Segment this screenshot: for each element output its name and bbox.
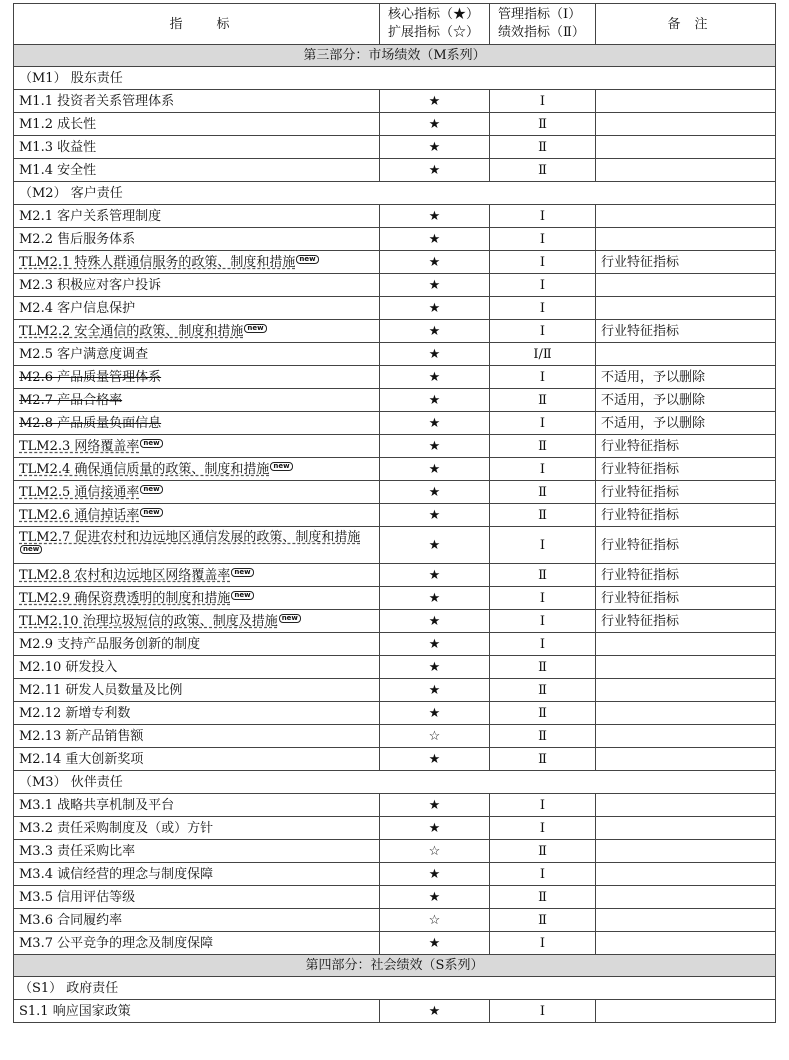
table-row (14, 794, 776, 817)
management-indicator-mark: Ⅱ (490, 656, 596, 679)
core-indicator-mark: ☆ (380, 909, 490, 932)
management-indicator-mark: Ⅱ (490, 725, 596, 748)
indicator-name: TLM2.4 确保通信质量的政策、制度和措施 (19, 461, 270, 477)
note-cell (596, 886, 776, 909)
header-extended-label: 扩展指标（☆） (388, 25, 480, 40)
note-cell (596, 136, 776, 159)
management-indicator-mark: Ⅰ (490, 320, 596, 343)
indicator-name: M2.13 新产品销售额 (19, 728, 144, 744)
group-title: （M2） 客户责任 (14, 182, 776, 205)
indicator-name-cell (14, 366, 380, 389)
indicator-name-cell (14, 656, 380, 679)
core-indicator-mark: ★ (380, 610, 490, 633)
indicator-name: TLM2.8 农村和边远地区网络覆盖率 (19, 567, 231, 583)
indicator-name: M3.6 合同履约率 (19, 912, 123, 928)
indicator-name-cell (14, 840, 380, 863)
indicator-name: M2.2 售后服务体系 (19, 231, 136, 247)
table-row (14, 909, 776, 932)
management-indicator-mark: Ⅰ (490, 297, 596, 320)
core-indicator-mark: ★ (380, 504, 490, 527)
management-indicator-mark: Ⅱ (490, 389, 596, 412)
note-cell (596, 909, 776, 932)
indicator-name-cell (14, 90, 380, 113)
table-row (14, 412, 776, 435)
header-row (14, 4, 776, 45)
table-row (14, 435, 776, 458)
table-row (14, 587, 776, 610)
indicator-name: TLM2.1 特殊人群通信服务的政策、制度和措施 (19, 254, 296, 270)
management-indicator-mark: Ⅱ (490, 481, 596, 504)
table-row (14, 748, 776, 771)
core-indicator-mark: ★ (380, 587, 490, 610)
core-indicator-mark: ★ (380, 458, 490, 481)
table-row (14, 863, 776, 886)
note-cell: 不适用，予以删除 (596, 366, 776, 389)
header-indicator: 指标 (14, 4, 380, 45)
new-badge: new (140, 508, 162, 517)
indicator-name: M2.8 产品质量负面信息 (19, 415, 162, 431)
indicator-name-cell (14, 909, 380, 932)
indicator-name-cell (14, 863, 380, 886)
core-indicator-mark: ★ (380, 228, 490, 251)
note-cell (596, 679, 776, 702)
indicator-name: TLM2.5 通信接通率 (19, 484, 140, 500)
indicator-name-cell (14, 725, 380, 748)
core-indicator-mark: ★ (380, 297, 490, 320)
core-indicator-mark: ★ (380, 932, 490, 955)
indicator-name-cell (14, 159, 380, 182)
indicator-name: M2.3 积极应对客户投诉 (19, 277, 162, 293)
core-indicator-mark: ★ (380, 794, 490, 817)
indicator-name-cell (14, 794, 380, 817)
indicator-name: M2.12 新增专利数 (19, 705, 131, 721)
indicator-name-cell (14, 587, 380, 610)
management-indicator-mark: Ⅱ (490, 504, 596, 527)
management-indicator-mark: Ⅰ (490, 228, 596, 251)
indicator-name-cell (14, 205, 380, 228)
header-core-extended (380, 4, 490, 45)
table-row (14, 136, 776, 159)
indicator-name: M1.3 收益性 (19, 139, 97, 155)
section-header-row (14, 45, 776, 67)
indicator-name: M2.7 产品合格率 (19, 392, 123, 408)
new-badge: new (20, 545, 42, 554)
table-row (14, 527, 776, 564)
management-indicator-mark: Ⅱ (490, 136, 596, 159)
indicator-name-cell (14, 527, 380, 564)
header-performance-label: 绩效指标（Ⅱ） (498, 25, 585, 40)
core-indicator-mark: ★ (380, 817, 490, 840)
core-indicator-mark: ★ (380, 702, 490, 725)
indicator-name-cell (14, 633, 380, 656)
header-note: 备注 (596, 4, 776, 45)
indicator-name: M2.5 客户满意度调查 (19, 346, 149, 362)
group-header-row (14, 771, 776, 794)
core-indicator-mark: ★ (380, 863, 490, 886)
group-title: （M1） 股东责任 (14, 67, 776, 90)
management-indicator-mark: Ⅱ (490, 113, 596, 136)
management-indicator-mark: Ⅰ/Ⅱ (490, 343, 596, 366)
management-indicator-mark: Ⅰ (490, 90, 596, 113)
management-indicator-mark: Ⅰ (490, 633, 596, 656)
indicator-name-cell (14, 389, 380, 412)
table-row (14, 702, 776, 725)
indicator-name-cell (14, 886, 380, 909)
core-indicator-mark: ★ (380, 481, 490, 504)
table-row (14, 656, 776, 679)
note-cell: 行业特征指标 (596, 320, 776, 343)
group-title: （S1） 政府责任 (14, 977, 776, 1000)
management-indicator-mark: Ⅱ (490, 679, 596, 702)
new-badge: new (270, 462, 292, 471)
table-row (14, 504, 776, 527)
indicator-name-cell (14, 817, 380, 840)
management-indicator-mark: Ⅰ (490, 366, 596, 389)
core-indicator-mark: ★ (380, 159, 490, 182)
core-indicator-mark: ★ (380, 205, 490, 228)
note-cell: 行业特征指标 (596, 458, 776, 481)
group-header-row (14, 182, 776, 205)
core-indicator-mark: ★ (380, 679, 490, 702)
indicator-table (13, 3, 776, 1023)
section-title: 第三部分：市场绩效（M系列） (14, 45, 776, 67)
indicator-name-cell (14, 679, 380, 702)
indicator-name: M3.5 信用评估等级 (19, 889, 136, 905)
core-indicator-mark: ★ (380, 113, 490, 136)
note-cell: 行业特征指标 (596, 564, 776, 587)
indicator-name: M1.2 成长性 (19, 116, 97, 132)
indicator-name-cell (14, 481, 380, 504)
note-cell: 不适用，予以删除 (596, 389, 776, 412)
indicator-name-cell (14, 251, 380, 274)
core-indicator-mark: ★ (380, 748, 490, 771)
indicator-name-cell (14, 320, 380, 343)
note-cell (596, 840, 776, 863)
management-indicator-mark: Ⅰ (490, 587, 596, 610)
management-indicator-mark: Ⅰ (490, 610, 596, 633)
management-indicator-mark: Ⅰ (490, 251, 596, 274)
management-indicator-mark: Ⅰ (490, 412, 596, 435)
note-cell (596, 817, 776, 840)
indicator-name-cell (14, 297, 380, 320)
management-indicator-mark: Ⅱ (490, 435, 596, 458)
core-indicator-mark: ★ (380, 435, 490, 458)
indicator-name-cell (14, 274, 380, 297)
core-indicator-mark: ★ (380, 1000, 490, 1023)
note-cell (596, 863, 776, 886)
management-indicator-mark: Ⅰ (490, 527, 596, 564)
note-cell: 行业特征指标 (596, 610, 776, 633)
core-indicator-mark: ★ (380, 886, 490, 909)
note-cell: 行业特征指标 (596, 504, 776, 527)
new-badge: new (231, 568, 253, 577)
indicator-name: M3.4 诚信经营的理念与制度保障 (19, 866, 214, 882)
management-indicator-mark: Ⅱ (490, 909, 596, 932)
indicator-name-cell (14, 932, 380, 955)
indicator-name: M1.4 安全性 (19, 162, 97, 178)
indicator-name-cell (14, 136, 380, 159)
management-indicator-mark: Ⅱ (490, 702, 596, 725)
indicator-name-cell (14, 702, 380, 725)
table-row (14, 389, 776, 412)
note-cell (596, 205, 776, 228)
core-indicator-mark: ★ (380, 274, 490, 297)
table-row (14, 633, 776, 656)
new-badge: new (279, 614, 301, 623)
management-indicator-mark: Ⅰ (490, 1000, 596, 1023)
indicator-name-cell (14, 412, 380, 435)
indicator-name: M2.4 客户信息保护 (19, 300, 136, 316)
indicator-name: TLM2.6 通信掉话率 (19, 507, 140, 523)
section-title: 第四部分：社会绩效（S系列） (14, 955, 776, 977)
management-indicator-mark: Ⅱ (490, 886, 596, 909)
indicator-name-cell (14, 1000, 380, 1023)
table-row (14, 343, 776, 366)
core-indicator-mark: ★ (380, 343, 490, 366)
note-cell (596, 113, 776, 136)
table-row (14, 113, 776, 136)
management-indicator-mark: Ⅰ (490, 205, 596, 228)
table-row (14, 932, 776, 955)
table-row (14, 564, 776, 587)
core-indicator-mark: ★ (380, 320, 490, 343)
note-cell: 行业特征指标 (596, 435, 776, 458)
new-badge: new (140, 485, 162, 494)
indicator-name-cell (14, 343, 380, 366)
note-cell (596, 633, 776, 656)
indicator-name: TLM2.7 促进农村和边远地区通信发展的政策、制度和措施 (19, 530, 361, 545)
note-cell (596, 656, 776, 679)
management-indicator-mark: Ⅱ (490, 840, 596, 863)
note-cell: 行业特征指标 (596, 527, 776, 564)
core-indicator-mark: ★ (380, 90, 490, 113)
management-indicator-mark: Ⅰ (490, 274, 596, 297)
core-indicator-mark: ★ (380, 633, 490, 656)
core-indicator-mark: ★ (380, 366, 490, 389)
indicator-name: M2.14 重大创新奖项 (19, 751, 144, 767)
management-indicator-mark: Ⅱ (490, 748, 596, 771)
core-indicator-mark: ★ (380, 389, 490, 412)
table-row (14, 610, 776, 633)
indicator-name-cell (14, 610, 380, 633)
new-badge: new (296, 255, 318, 264)
indicator-name: S1.1 响应国家政策 (19, 1003, 131, 1019)
core-indicator-mark: ★ (380, 251, 490, 274)
note-cell (596, 1000, 776, 1023)
indicator-name-cell (14, 228, 380, 251)
indicator-name: M2.10 研发投入 (19, 659, 118, 675)
core-indicator-mark: ☆ (380, 840, 490, 863)
management-indicator-mark: Ⅰ (490, 458, 596, 481)
note-cell (596, 748, 776, 771)
new-badge: new (140, 439, 162, 448)
management-indicator-mark: Ⅰ (490, 932, 596, 955)
new-badge: new (231, 591, 253, 600)
indicator-name-cell (14, 113, 380, 136)
table-row (14, 159, 776, 182)
note-cell (596, 90, 776, 113)
core-indicator-mark: ★ (380, 564, 490, 587)
table-row (14, 817, 776, 840)
indicator-name: M3.3 责任采购比率 (19, 843, 136, 859)
indicator-name-cell (14, 504, 380, 527)
indicator-name: M2.1 客户关系管理制度 (19, 208, 162, 224)
management-indicator-mark: Ⅰ (490, 817, 596, 840)
indicator-name: M1.1 投资者关系管理体系 (19, 93, 175, 109)
core-indicator-mark: ★ (380, 412, 490, 435)
table-row (14, 297, 776, 320)
header-management-label: 管理指标（Ⅰ） (498, 7, 582, 22)
group-title: （M3） 伙伴责任 (14, 771, 776, 794)
table-row (14, 320, 776, 343)
note-cell (596, 343, 776, 366)
indicator-name: TLM2.2 安全通信的政策、制度和措施 (19, 323, 244, 339)
table-row (14, 228, 776, 251)
table-row (14, 679, 776, 702)
note-cell: 行业特征指标 (596, 481, 776, 504)
indicator-name-cell (14, 435, 380, 458)
note-cell: 行业特征指标 (596, 587, 776, 610)
management-indicator-mark: Ⅱ (490, 564, 596, 587)
new-badge: new (244, 324, 266, 333)
note-cell (596, 932, 776, 955)
indicator-name: TLM2.10 治理垃圾短信的政策、制度及措施 (19, 613, 278, 629)
indicator-name: M2.11 研发人员数量及比例 (19, 682, 183, 698)
table-row (14, 90, 776, 113)
indicator-name: M2.6 产品质量管理体系 (19, 369, 162, 385)
note-cell: 不适用，予以删除 (596, 412, 776, 435)
core-indicator-mark: ★ (380, 656, 490, 679)
core-indicator-mark: ☆ (380, 725, 490, 748)
table-row (14, 1000, 776, 1023)
header-management-performance (490, 4, 596, 45)
indicator-name: TLM2.3 网络覆盖率 (19, 438, 140, 454)
table-row (14, 458, 776, 481)
table-row (14, 205, 776, 228)
note-cell (596, 159, 776, 182)
management-indicator-mark: Ⅱ (490, 159, 596, 182)
note-cell (596, 274, 776, 297)
management-indicator-mark: Ⅰ (490, 863, 596, 886)
note-cell (596, 702, 776, 725)
table-row (14, 886, 776, 909)
group-header-row (14, 977, 776, 1000)
core-indicator-mark: ★ (380, 136, 490, 159)
indicator-name-cell (14, 458, 380, 481)
note-cell: 行业特征指标 (596, 251, 776, 274)
core-indicator-mark: ★ (380, 527, 490, 564)
header-core-label: 核心指标（★） (388, 7, 480, 22)
indicator-name: M3.7 公平竞争的理念及制度保障 (19, 935, 214, 951)
indicator-name-cell (14, 564, 380, 587)
table-row (14, 366, 776, 389)
indicator-name-cell (14, 748, 380, 771)
note-cell (596, 794, 776, 817)
indicator-name: TLM2.9 确保资费透明的制度和措施 (19, 590, 231, 606)
group-header-row (14, 67, 776, 90)
table-row (14, 251, 776, 274)
note-cell (596, 297, 776, 320)
section-header-row (14, 955, 776, 977)
note-cell (596, 228, 776, 251)
indicator-name: M3.1 战略共享机制及平台 (19, 797, 175, 813)
table-row (14, 481, 776, 504)
table-row (14, 274, 776, 297)
table-row (14, 840, 776, 863)
management-indicator-mark: Ⅰ (490, 794, 596, 817)
table-row (14, 725, 776, 748)
note-cell (596, 725, 776, 748)
indicator-name: M2.9 支持产品服务创新的制度 (19, 636, 201, 652)
indicator-name: M3.2 责任采购制度及（或）方针 (19, 820, 214, 836)
